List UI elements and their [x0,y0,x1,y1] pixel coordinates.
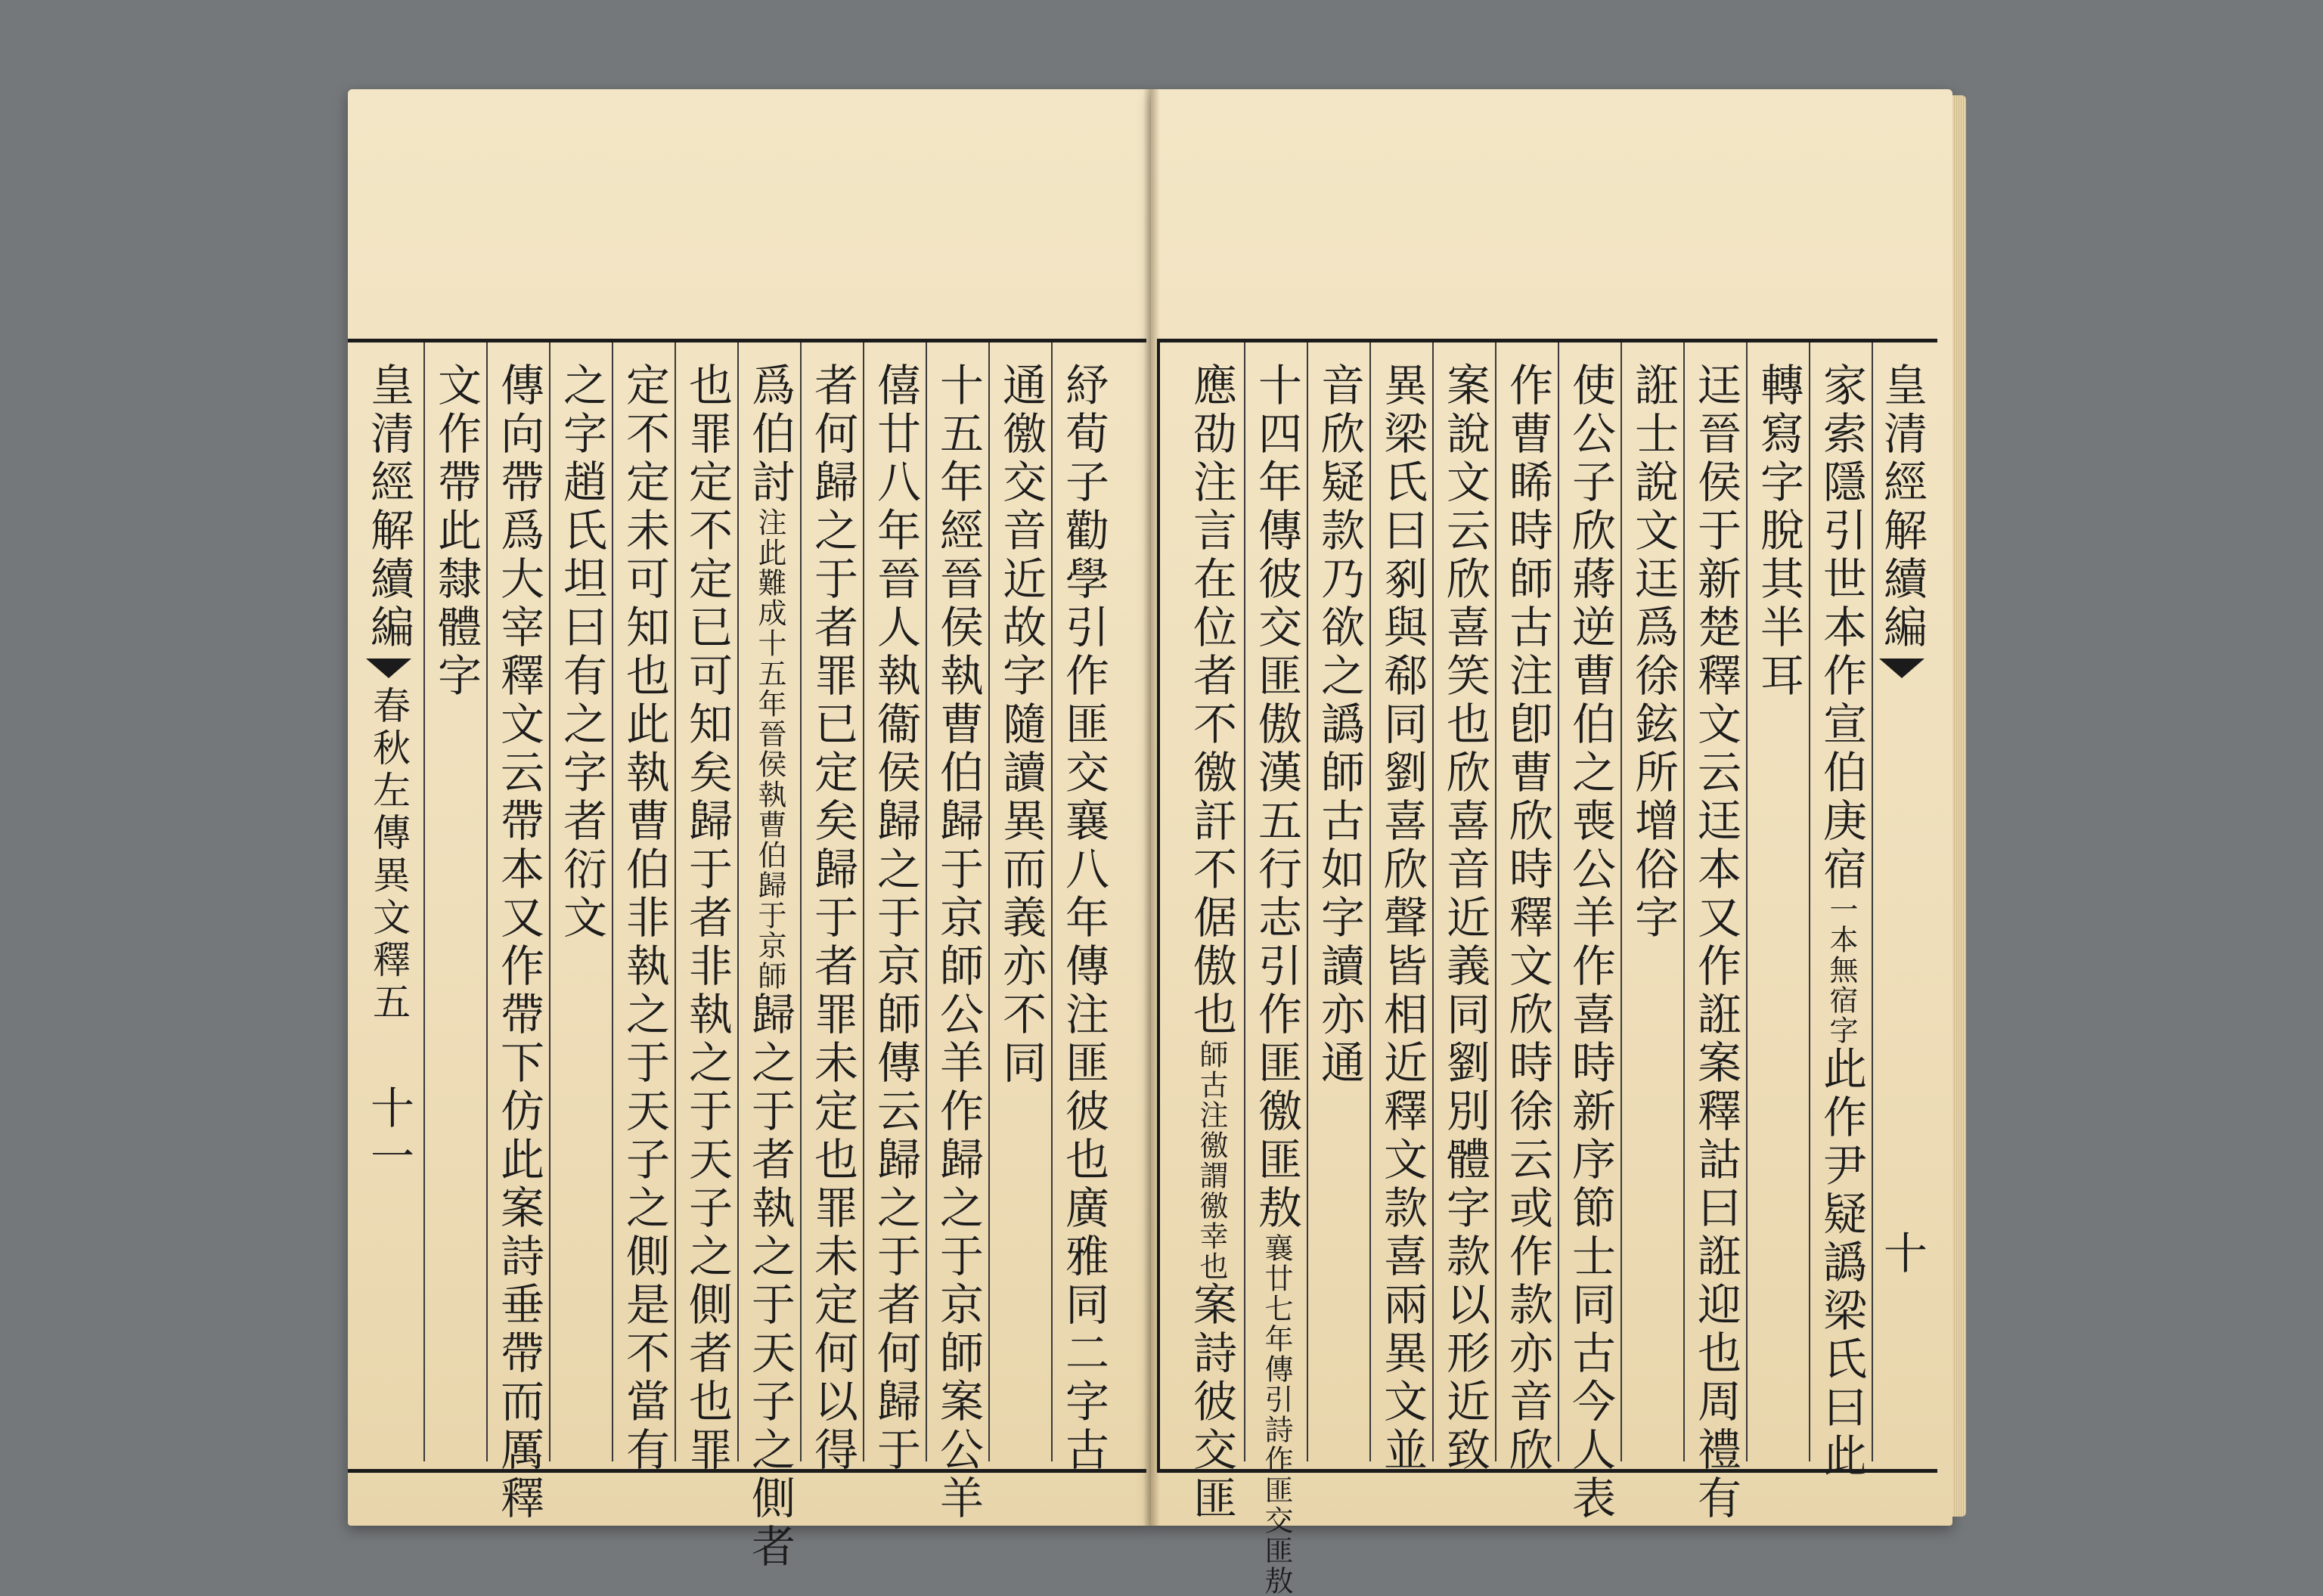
fish-tail-mark-icon [366,659,411,680]
left-column-6: 爲伯討 注此難成十五年晉侯執曹伯歸于京師 歸之于者執之于天子之側者 [744,362,796,1572]
left-column-8: 定不定未可知也此執曹伯非執之于天子之側是不當有 [619,362,670,1475]
left-column-5: 者何歸之于者罪已定矣歸于者罪未定也罪未定何以得 [807,362,858,1475]
right-page-number: 十 [1876,1230,1928,1278]
left-margin-title: 皇清經解續編 [363,362,414,652]
right-column-1: 家索隱引世本作宣伯庚宿 一本無宿字 此作尹疑譌梁氏曰此 [1816,362,1867,1481]
right-column-4: 誑士說文迋爲徐鉉所增俗字 [1627,362,1679,943]
right-column-5: 使公子欣蔣逆曹伯之喪公羊作喜時新序節士同古今人表 [1565,362,1616,1523]
right-column-2: 轉寫字脫其半耳 [1753,362,1804,701]
open-book [333,89,1981,1596]
left-margin-subtitle: 春秋左傳異文釋五 [367,686,411,1024]
right-column-11: 應劭注言在位者不徼訐不倨傲也 師古注徼謂徼幸也 案詩彼交匪 [1186,362,1237,1523]
left-column-2: 通徼交音近故字隨讀異而義亦不同 [995,362,1047,1088]
right-column-3: 迋晉侯于新楚釋文云迋本又作誑案釋詁曰誑迎也周禮有 [1690,362,1741,1523]
fish-tail-mark-icon [1879,659,1924,680]
right-column-6: 作曹睎時師古注卽曹欣時釋文欣時徐云或作款亦音欣 [1502,362,1553,1475]
right-column-9: 音欣疑款乃欲之譌師古如字讀亦通 [1313,362,1365,1088]
left-column-3: 十五年經晉侯執曹伯歸于京師公羊作歸之于京師案公羊 [932,362,984,1523]
left-column-4: 僖廿八年晉人執衞侯歸之于京師傳云歸之于者何歸于 [870,362,921,1475]
left-column-11: 文作帶此隸體字 [430,362,482,701]
left-column-9: 之字趙氏坦曰有之字者衍文 [556,362,607,943]
left-column-1: 紓荀子勸學引作匪交襄八年傳注匪彼也廣雅同二字古 [1058,362,1109,1475]
right-column-7: 案說文云欣喜笑也欣喜音近義同劉別體字款以形近致 [1439,362,1490,1475]
right-column-8: 異梁氏曰剢與郗同劉喜欣聲皆相近釋文款喜兩異文並 [1376,362,1428,1475]
right-margin-title: 皇清經解續編 [1876,362,1928,652]
right-margin-band [1875,342,1928,1461]
left-margin-band [355,342,422,1461]
right-column-10: 十四年傳彼交匪傲漢五行志引作匪徼匪敖 襄廿七年傳引詩作匪交匪敖 [1251,362,1302,1596]
left-column-7: 也罪定不定已可知矣歸于者非執之于天子之側者也罪 [681,362,733,1475]
left-column-10: 傳向帶爲大宰釋文云帶本又作帶下仿此案詩垂帶而厲釋 [493,362,544,1523]
left-page-number: 十一 [363,1085,414,1182]
